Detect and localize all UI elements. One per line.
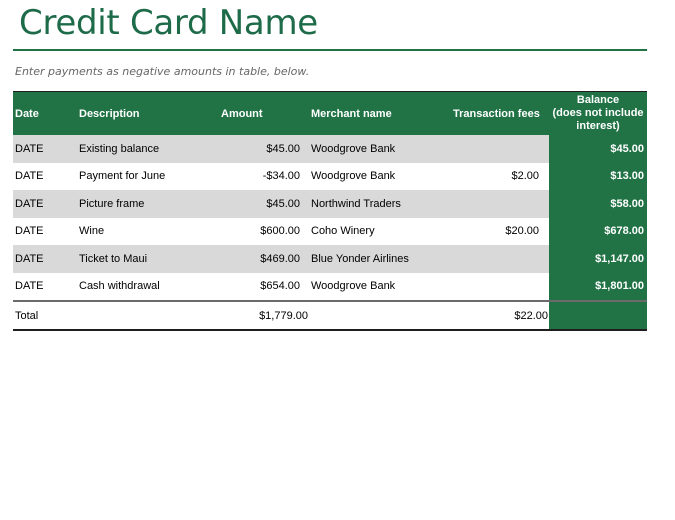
- cell-transaction-fee[interactable]: [433, 135, 539, 163]
- cell-amount[interactable]: $45.00: [266, 142, 300, 155]
- table-row: [13, 273, 647, 301]
- total-balance-cell[interactable]: [549, 302, 647, 329]
- header-date[interactable]: Date: [15, 107, 39, 120]
- page-title: Credit Card Name: [19, 3, 318, 43]
- header-merchant[interactable]: Merchant name: [311, 107, 392, 120]
- total-label[interactable]: Total: [15, 309, 39, 322]
- instructions-text: Enter payments as negative amounts in table, below.: [15, 65, 310, 78]
- cell-balance[interactable]: $13.00: [549, 163, 647, 191]
- table-row: [13, 218, 647, 246]
- total-fees[interactable]: $22.00: [514, 309, 548, 322]
- header-amount[interactable]: Amount: [221, 107, 263, 120]
- cell-merchant[interactable]: Blue Yonder Airlines: [311, 252, 409, 265]
- cell-merchant[interactable]: Woodgrove Bank: [311, 142, 396, 155]
- cell-amount[interactable]: $654.00: [260, 280, 300, 293]
- cell-balance[interactable]: $1,801.00: [549, 273, 647, 301]
- cell-balance[interactable]: $45.00: [549, 135, 647, 163]
- cell-merchant[interactable]: Woodgrove Bank: [311, 280, 396, 293]
- header-balance[interactable]: [549, 92, 647, 135]
- cell-transaction-fee[interactable]: $2.00: [511, 170, 539, 183]
- cell-description[interactable]: Wine: [79, 225, 105, 238]
- header-balance-line1: Balance: [576, 94, 620, 106]
- header-transaction-fees[interactable]: Transaction fees: [453, 107, 540, 120]
- cell-amount[interactable]: -$34.00: [262, 170, 300, 183]
- cell-balance[interactable]: $58.00: [549, 190, 647, 218]
- title-divider: [13, 49, 647, 51]
- cell-date[interactable]: DATE: [15, 170, 44, 183]
- cell-transaction-fee[interactable]: [433, 190, 539, 218]
- cell-amount[interactable]: $600.00: [260, 225, 300, 238]
- total-amount[interactable]: $1,779.00: [259, 309, 308, 322]
- header-description[interactable]: Description: [79, 107, 140, 120]
- cell-merchant[interactable]: Woodgrove Bank: [311, 170, 396, 183]
- table-body: [13, 135, 647, 300]
- total-row: [13, 300, 647, 331]
- cell-transaction-fee[interactable]: [433, 273, 539, 301]
- cell-transaction-fee[interactable]: [433, 245, 539, 273]
- cell-description[interactable]: Ticket to Maui: [79, 252, 148, 265]
- cell-date[interactable]: DATE: [15, 225, 44, 238]
- cell-balance[interactable]: $1,147.00: [549, 245, 647, 273]
- cell-amount[interactable]: $469.00: [260, 252, 300, 265]
- cell-date[interactable]: DATE: [15, 197, 44, 210]
- cell-amount[interactable]: $45.00: [266, 197, 300, 210]
- table-row: [13, 245, 647, 273]
- cell-date[interactable]: DATE: [15, 252, 44, 265]
- cell-merchant[interactable]: Northwind Traders: [311, 197, 401, 210]
- cell-description[interactable]: Cash withdrawal: [79, 280, 160, 293]
- header-balance-line3: interest): [576, 120, 620, 132]
- cell-description[interactable]: Existing balance: [79, 142, 160, 155]
- cell-description[interactable]: Payment for June: [79, 170, 166, 183]
- cell-transaction-fee[interactable]: $20.00: [505, 225, 539, 238]
- cell-date[interactable]: DATE: [15, 142, 44, 155]
- header-balance-line2: (does not include: [552, 107, 644, 119]
- table-row: [13, 163, 647, 191]
- cell-balance[interactable]: $678.00: [549, 218, 647, 246]
- cell-description[interactable]: Picture frame: [79, 197, 145, 210]
- table-header-row: [13, 91, 647, 135]
- table-row: [13, 135, 647, 163]
- transactions-table: [13, 91, 647, 331]
- table-row: [13, 190, 647, 218]
- cell-merchant[interactable]: Coho Winery: [311, 225, 375, 238]
- cell-date[interactable]: DATE: [15, 280, 44, 293]
